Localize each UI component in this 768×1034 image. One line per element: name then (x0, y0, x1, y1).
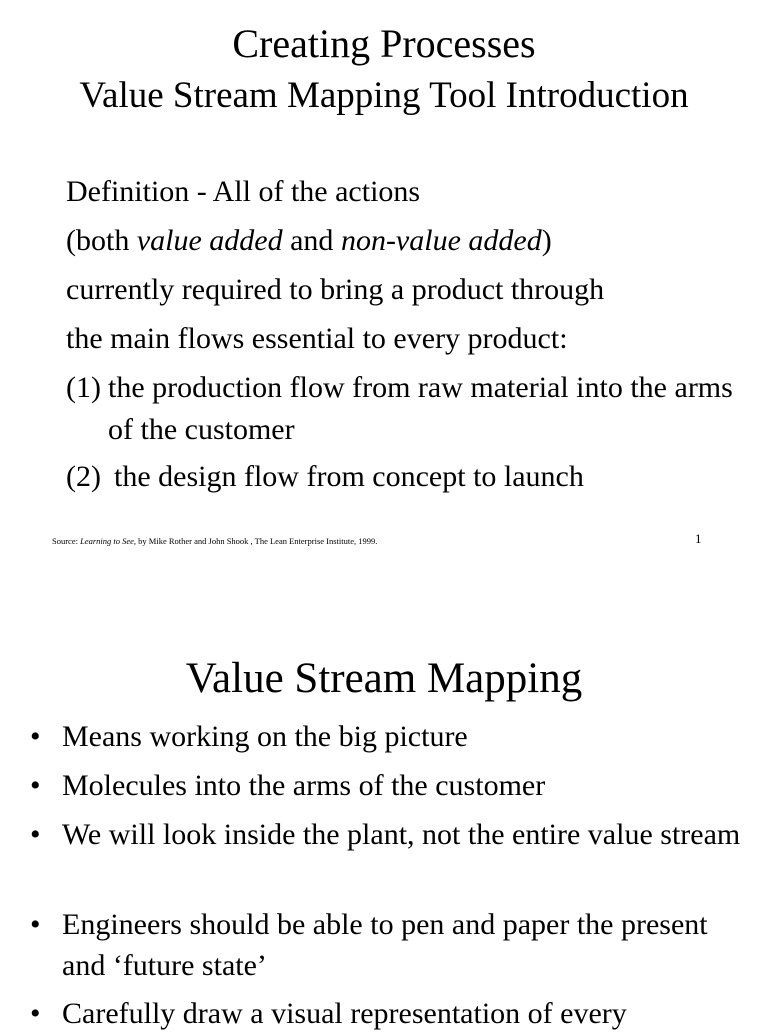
bullet-symbol: • (30, 818, 41, 851)
bullet-text: We will look inside the plant, not the entire value stream (62, 818, 741, 851)
item-number: (2) (66, 460, 101, 493)
slide-title: Value Stream Mapping (185, 655, 583, 702)
bullet-text: Molecules into the arms of the customer (62, 769, 546, 802)
item-text: the production flow from raw material into the arms of the customer (108, 371, 733, 446)
bullet-symbol: • (30, 769, 41, 802)
slide-title: Creating Processes (232, 21, 536, 66)
bullet-text: Engineers should be able to pen and paper the present and ‘future state’ (62, 908, 708, 982)
item-number: (1) (66, 371, 101, 404)
text-fragment: and (282, 224, 341, 257)
slide-subtitle: Value Stream Mapping Tool Introduction (79, 75, 689, 116)
bullet-text: Means working on the big picture (62, 720, 468, 753)
text-fragment: by Mike Rother and John Shook , The Lean Enterprise Institute, 1999. (136, 536, 378, 546)
definition-line-3: currently required to bring a product through (66, 273, 605, 306)
definition-line-4: the main flows essential to every product: (66, 322, 568, 355)
text-fragment: ) (541, 224, 552, 257)
bullet-symbol: • (30, 997, 41, 1030)
page-number: 1 (695, 531, 702, 546)
slide-value-stream-mapping (0, 575, 768, 1030)
emphasis-value-added: value added (136, 224, 283, 257)
text-fragment: (both (66, 224, 137, 257)
item-text: the design flow from concept to launch (114, 460, 584, 493)
book-title: Learning to See, (80, 536, 137, 546)
text-fragment: Source: (52, 536, 81, 546)
definition-line-1: Definition - All of the actions (66, 175, 421, 208)
definition-line-2 (66, 223, 552, 259)
source-citation (52, 535, 377, 547)
bullet-symbol: • (30, 720, 41, 753)
emphasis-non-value-added: non-value added (340, 224, 542, 257)
bullet-text: Carefully draw a visual representation of every (62, 997, 627, 1030)
bullet-symbol: • (30, 908, 41, 941)
